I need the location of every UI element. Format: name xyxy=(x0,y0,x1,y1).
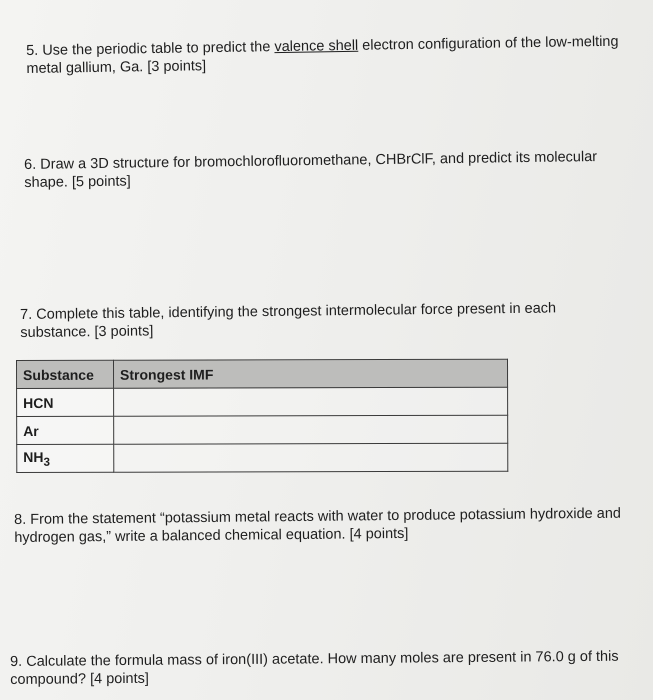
question-9: 9. Calculate the formula mass of iron(III) acetate. How many moles are present in 76.0 g of this compound? [4 points] xyxy=(10,648,619,688)
question-5 xyxy=(26,32,641,78)
question-5-text-end: electron configuration of the low-melting metal gallium, Ga. [3 points] xyxy=(26,33,619,77)
question-7: 7. Complete this table, identifying the strongest intermolecular force present in each substance. [3 points] xyxy=(20,300,557,341)
imf-answer-cell-hcn[interactable] xyxy=(114,387,508,416)
substance-cell-ar: Ar xyxy=(17,416,114,444)
question-5-underlined-term: valence shell xyxy=(274,37,359,56)
table-row xyxy=(17,443,508,472)
question-8: 8. From the statement “potassium metal reacts with water to produce potassium hydroxide and hydrogen gas,” write a balanced chemical equation. [4 points] xyxy=(14,505,622,546)
strongest-imf-column-header: Strongest IMF xyxy=(114,359,508,388)
nh3-formula-subscript: 3 xyxy=(43,455,51,469)
imf-answer-cell-nh3[interactable] xyxy=(114,443,508,472)
substance-cell-hcn: HCN xyxy=(17,388,114,416)
question-5-text-start: 5. Use the periodic table to predict the xyxy=(26,39,275,59)
imf-table-header-row xyxy=(17,359,508,388)
imf-table xyxy=(16,359,508,473)
substance-cell-nh3 xyxy=(17,444,114,472)
imf-answer-cell-ar[interactable] xyxy=(114,415,508,444)
table-row xyxy=(17,387,508,416)
table-row xyxy=(17,415,508,444)
substance-column-header: Substance xyxy=(17,360,114,388)
question-6: 6. Draw a 3D structure for bromochlorofluoromethane, CHBrClF, and predict its molecular shape. [5 points] xyxy=(24,148,598,191)
nh3-formula-base: NH xyxy=(23,448,44,465)
